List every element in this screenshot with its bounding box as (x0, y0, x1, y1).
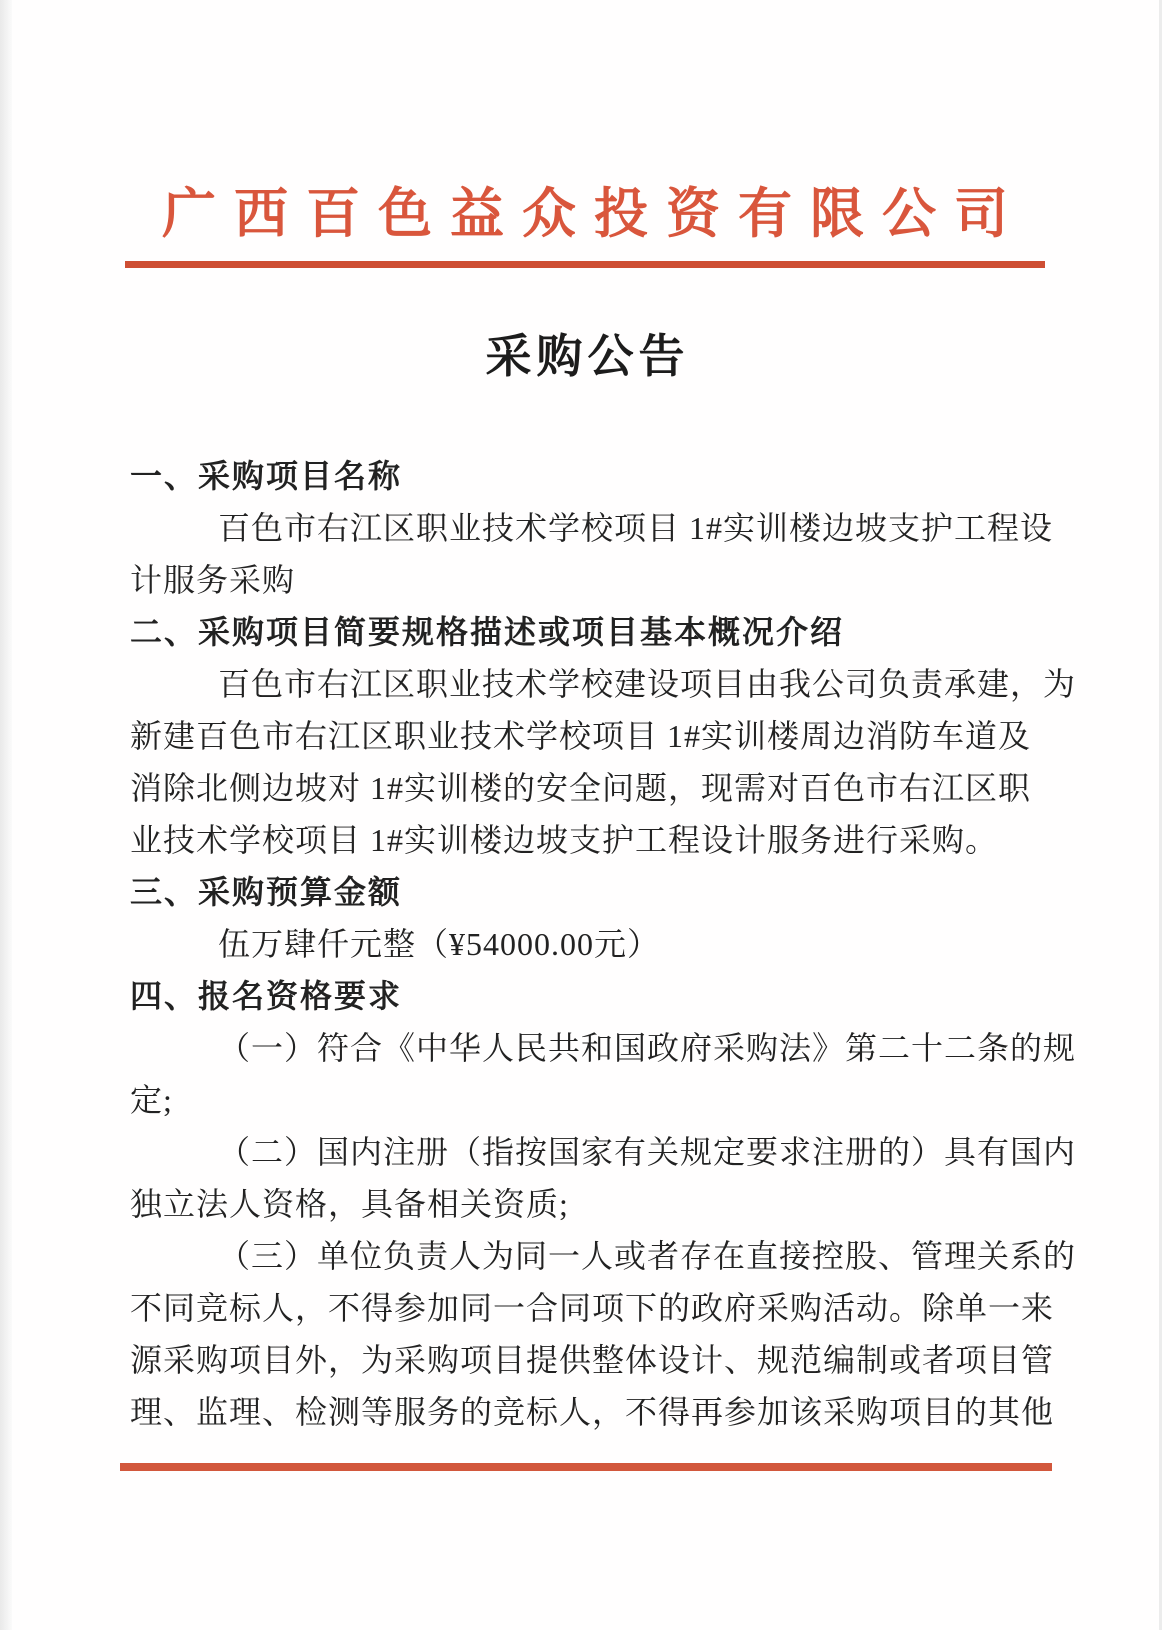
doc-line: 不同竞标人，不得参加同一合同项下的政府采购活动。除单一来 (130, 1289, 1055, 1326)
letterhead-rule (125, 261, 1045, 268)
document-title: 采购公告 (485, 330, 690, 382)
scan-edge-left (0, 0, 12, 1630)
section-4-heading: 四、报名资格要求 (130, 977, 403, 1014)
section-1-heading: 一、采购项目名称 (130, 457, 403, 494)
doc-line: 理、监理、检测等服务的竞标人，不得再参加该采购项目的其他 (130, 1393, 1055, 1430)
doc-line: 百色市右江区职业技术学校项目 1#实训楼边坡支护工程设 (218, 509, 1054, 546)
doc-line: 新建百色市右江区职业技术学校项目 1#实训楼周边消防车道及 (130, 717, 1032, 754)
doc-line: 业技术学校项目 1#实训楼边坡支护工程设计服务进行采购。 (130, 821, 999, 858)
doc-line: （一）符合《中华人民共和国政府采购法》第二十二条的规 (218, 1029, 1077, 1066)
doc-line: 计服务采购 (130, 561, 296, 598)
footer-rule (120, 1463, 1052, 1471)
doc-line: 源采购项目外，为采购项目提供整体设计、规范编制或者项目管 (130, 1341, 1055, 1378)
doc-line: 定; (130, 1081, 173, 1118)
doc-line: 消除北侧边坡对 1#实训楼的安全问题，现需对百色市右江区职 (130, 769, 1032, 806)
document-body (130, 450, 1077, 1438)
section-3-heading: 三、采购预算金额 (130, 873, 403, 910)
doc-line: （三）单位负责人为同一人或者存在直接控股、管理关系的 (218, 1237, 1077, 1274)
doc-line: 百色市右江区职业技术学校建设项目由我公司负责承建，为 (218, 665, 1077, 702)
section-2-heading: 二、采购项目简要规格描述或项目基本概况介绍 (130, 613, 845, 650)
company-letterhead: 广西百色益众投资有限公司 (162, 184, 1026, 244)
scan-edge-right (1159, 0, 1162, 1630)
doc-line: 独立法人资格，具备相关资质; (130, 1185, 569, 1222)
budget-amount-line: 伍万肆仟元整（¥54000.00元） (218, 925, 661, 962)
doc-line: （二）国内注册（指按国家有关规定要求注册的）具有国内 (218, 1133, 1077, 1170)
